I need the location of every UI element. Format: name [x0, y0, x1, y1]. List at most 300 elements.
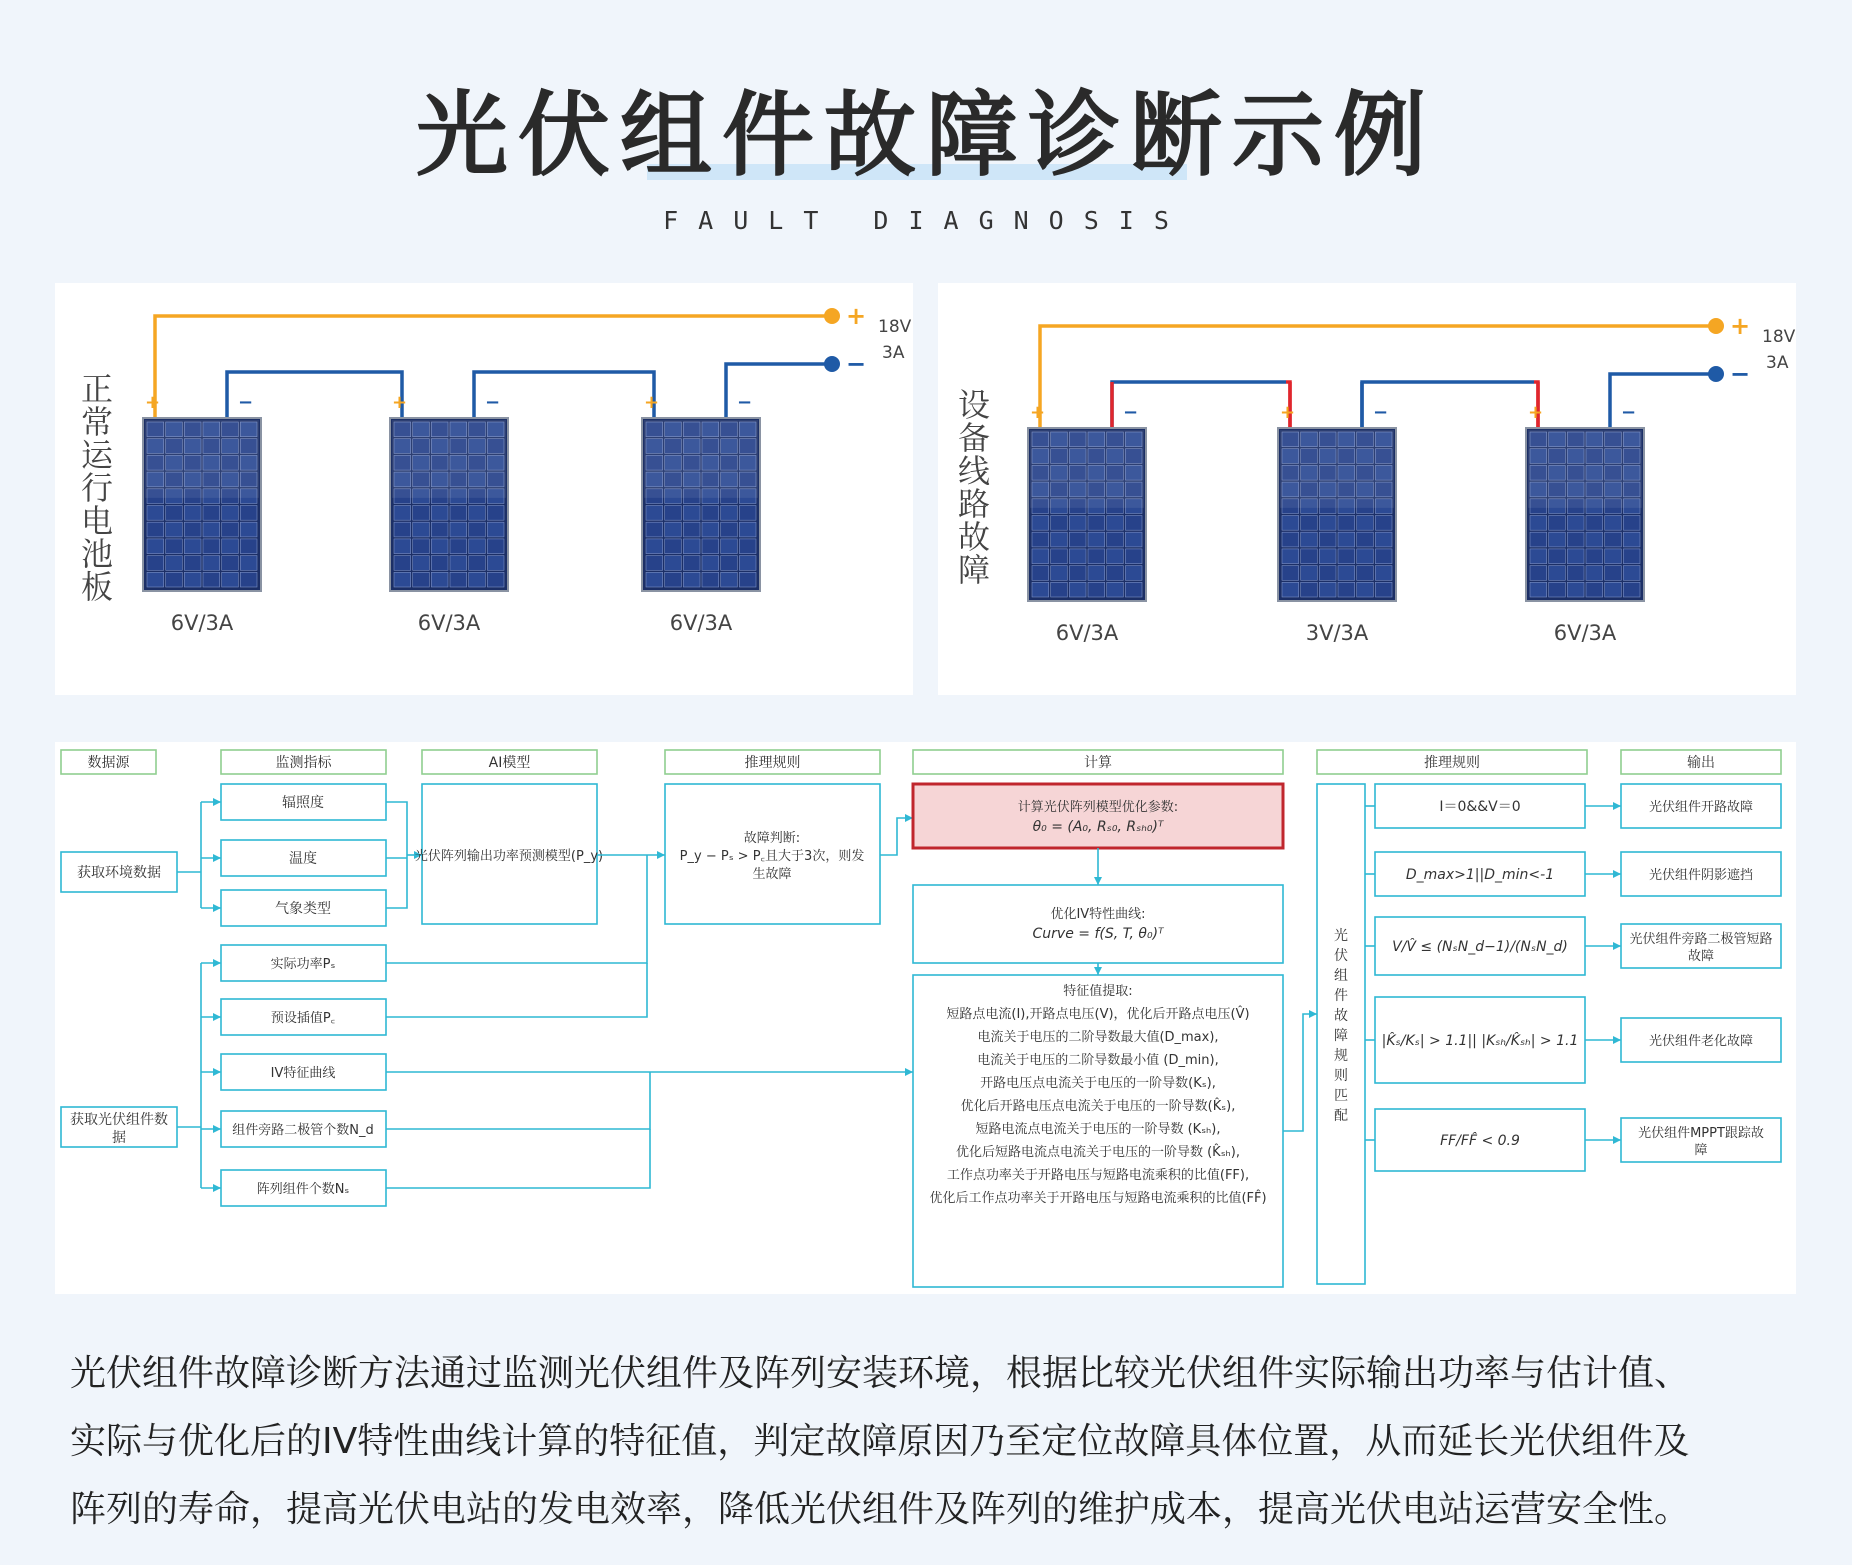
solar-cell: [1301, 532, 1318, 547]
solar-cell: [1623, 549, 1640, 564]
rule-match-char: 故: [1334, 1008, 1348, 1024]
feature-line: 优化后开路电压点电流关于电压的一阶导数(K̂ₛ),: [960, 1099, 1236, 1114]
solar-cell: [1530, 549, 1547, 564]
fault-panel-card: [938, 283, 1796, 695]
solar-cell: [1605, 582, 1622, 597]
flow-connector: [880, 818, 913, 855]
solar-panel: [1526, 428, 1644, 601]
flow-connector: [386, 802, 407, 908]
solar-cell: [1375, 566, 1392, 581]
normal-panel-diagram: [55, 283, 913, 695]
source-pv-label: 据: [112, 1130, 126, 1146]
solar-cell: [739, 522, 756, 537]
solar-cell: [240, 556, 257, 571]
positive-terminal: [824, 308, 840, 324]
condition-formula: V/V̂ ≤ (NₛN_d−1)/(NₛN_d): [1392, 939, 1568, 955]
positive-terminal: [1708, 318, 1724, 334]
solar-cell: [1319, 566, 1336, 581]
solar-cell: [1338, 566, 1355, 581]
solar-cell: [1051, 516, 1068, 531]
flow-connector: [386, 1129, 650, 1188]
output-label: 光伏组件阴影遮挡: [1648, 868, 1754, 883]
solar-cell: [431, 572, 448, 587]
solar-cell: [413, 522, 430, 537]
total-voltage: 18V: [1762, 327, 1796, 347]
solar-cell: [1088, 566, 1105, 581]
panel-plus-marker: +: [1030, 402, 1046, 423]
solar-cell: [1107, 516, 1124, 531]
solar-cell: [1375, 549, 1392, 564]
solar-cell: [1549, 516, 1566, 531]
solar-cell: [1530, 532, 1547, 547]
solar-cell: [702, 556, 719, 571]
feature-line: 短路点电流(I),开路点电压(V)，优化后开路点电压(V̂): [946, 1007, 1250, 1022]
column-header-label: AI模型: [488, 755, 531, 771]
column-header-label: 输出: [1687, 755, 1715, 771]
solar-cell: [665, 556, 682, 571]
solar-cell: [1338, 549, 1355, 564]
calc-curve-label: 优化IV特性曲线:: [1050, 907, 1146, 922]
solar-cell: [1586, 582, 1603, 597]
solar-cell: [166, 522, 183, 537]
panel-plus-marker: +: [1528, 402, 1544, 423]
solar-cell: [487, 572, 504, 587]
solar-cell: [413, 556, 430, 571]
solar-panel: [143, 418, 261, 591]
solar-cell: [431, 522, 448, 537]
solar-cell: [1319, 549, 1336, 564]
solar-cell: [450, 556, 467, 571]
column-header-label: 推理规则: [1424, 755, 1480, 771]
flow-arrow-head: [213, 1013, 221, 1021]
minus-sign: −: [1730, 360, 1751, 388]
flow-arrow-head: [213, 959, 221, 967]
solar-cell: [147, 556, 164, 571]
solar-cell: [1051, 532, 1068, 547]
solar-cell: [739, 539, 756, 554]
panel-minus-marker: −: [1621, 402, 1637, 423]
minus-sign: −: [846, 350, 867, 378]
env-metric-label: 温度: [289, 851, 317, 867]
solar-cell: [1069, 549, 1086, 564]
normal-panel-card: [55, 283, 913, 695]
solar-cell: [240, 539, 257, 554]
solar-cell: [222, 506, 239, 521]
solar-cell: [487, 506, 504, 521]
solar-cell: [1338, 516, 1355, 531]
solar-cell: [646, 506, 663, 521]
rule-match-char: 匹: [1334, 1088, 1348, 1104]
rule-match-char: 则: [1334, 1068, 1348, 1084]
solar-cell: [1586, 566, 1603, 581]
solar-cell: [1032, 549, 1049, 564]
solar-cell: [1623, 516, 1640, 531]
solar-cell: [203, 572, 220, 587]
solar-cell: [1605, 549, 1622, 564]
solar-cell: [702, 522, 719, 537]
pv-metric-label: 组件旁路二极管个数N_d: [232, 1123, 374, 1138]
solar-cell: [1069, 532, 1086, 547]
rule-match-char: 组: [1334, 968, 1348, 984]
solar-cell: [1586, 516, 1603, 531]
solar-cell: [683, 506, 700, 521]
solar-cell: [203, 539, 220, 554]
calc-optimize-formula: θ₀ = (A₀, Rₛ₀, Rₛₕ₀)ᵀ: [1032, 819, 1164, 835]
solar-cell: [1107, 566, 1124, 581]
description-line: 光伏组件故障诊断方法通过监测光伏组件及阵列安装环境，根据比较光伏组件实际输出功率与估计值、: [70, 1353, 1691, 1394]
solar-cell: [1605, 532, 1622, 547]
solar-cell: [222, 572, 239, 587]
solar-cell: [147, 506, 164, 521]
solar-cell: [1549, 549, 1566, 564]
description-line: 实际与优化后的IV特性曲线计算的特征值，判定故障原因乃至定位故障具体位置，从而延长光伏组件及: [70, 1421, 1690, 1462]
panel-plus-marker: +: [392, 392, 408, 413]
column-header-label: 计算: [1084, 755, 1112, 771]
solar-cell: [1032, 582, 1049, 597]
solar-cell: [394, 539, 411, 554]
solar-cell: [184, 539, 201, 554]
flow-arrow-head: [213, 854, 221, 862]
flow-connector: [386, 1072, 650, 1129]
solar-cell: [469, 506, 486, 521]
output-label: 光伏组件MPPT跟踪故: [1638, 1126, 1764, 1141]
calc-optimize-label: 计算光伏阵列模型优化参数:: [1017, 800, 1179, 815]
solar-cell: [1623, 566, 1640, 581]
panel-minus-marker: −: [485, 392, 501, 413]
rule-match-char: 配: [1334, 1108, 1348, 1124]
output-label: 光伏组件老化故障: [1648, 1034, 1754, 1049]
solar-cell: [1069, 582, 1086, 597]
solar-cell: [166, 556, 183, 571]
solar-cell: [222, 522, 239, 537]
solar-cell: [394, 522, 411, 537]
solar-cell: [1357, 516, 1374, 531]
solar-cell: [1357, 532, 1374, 547]
panel-rating: 6V/3A: [669, 611, 733, 635]
solar-cell: [487, 539, 504, 554]
solar-cell: [721, 506, 738, 521]
flow-connector: [386, 924, 647, 963]
pv-metric-label: 预设插值P꜀: [270, 1011, 336, 1026]
solar-cell: [739, 556, 756, 571]
solar-cell: [1530, 516, 1547, 531]
solar-cell: [240, 506, 257, 521]
flow-arrow-head: [1094, 967, 1102, 975]
solar-cell: [1051, 582, 1068, 597]
solar-cell: [683, 522, 700, 537]
solar-cell: [413, 572, 430, 587]
solar-cell: [1567, 582, 1584, 597]
model-label: 光伏阵列输出功率预测模型(P_y): [414, 849, 604, 864]
solar-cell: [1301, 566, 1318, 581]
solar-cell: [1107, 532, 1124, 547]
fault-panel-diagram: [938, 283, 1796, 695]
solar-cell: [665, 539, 682, 554]
solar-cell: [1301, 582, 1318, 597]
rule-match-char: 光: [1334, 928, 1348, 944]
solar-cell: [1125, 532, 1142, 547]
normal-panel-label: 正常运行电池板: [80, 370, 113, 606]
flow-connector: [1283, 1014, 1317, 1131]
panel-sheen: [145, 420, 259, 498]
solar-cell: [739, 506, 756, 521]
panel-minus-marker: −: [737, 392, 753, 413]
feature-line: 电流关于电压的二阶导数最小值 (D_min),: [977, 1053, 1219, 1068]
solar-panel: [390, 418, 508, 591]
rule-label: 生故障: [752, 867, 792, 882]
solar-cell: [1282, 582, 1299, 597]
solar-cell: [1282, 566, 1299, 581]
solar-cell: [222, 556, 239, 571]
solar-cell: [469, 522, 486, 537]
solar-cell: [394, 556, 411, 571]
solar-cell: [1319, 516, 1336, 531]
plus-sign: +: [846, 302, 867, 330]
panel-minus-marker: −: [1373, 402, 1389, 423]
solar-cell: [665, 506, 682, 521]
flow-arrow-head: [213, 1125, 221, 1133]
solar-cell: [413, 539, 430, 554]
solar-cell: [1375, 532, 1392, 547]
condition-formula: D_max>1||D_min<-1: [1405, 867, 1555, 883]
solar-cell: [646, 572, 663, 587]
panel-minus-marker: −: [238, 392, 254, 413]
solar-cell: [240, 572, 257, 587]
solar-cell: [1530, 582, 1547, 597]
solar-cell: [394, 506, 411, 521]
feature-line: 工作点功率关于开路电压与短路电流乘积的比值(FF),: [946, 1168, 1250, 1183]
solar-cell: [413, 506, 430, 521]
solar-cell: [1567, 549, 1584, 564]
solar-cell: [1301, 516, 1318, 531]
solar-cell: [450, 572, 467, 587]
solar-cell: [147, 522, 164, 537]
solar-cell: [147, 572, 164, 587]
plus-sign: +: [1730, 312, 1751, 340]
solar-cell: [166, 539, 183, 554]
output-label: 光伏组件开路故障: [1648, 800, 1754, 815]
flow-connector: [386, 963, 647, 1017]
flow-arrow-head: [213, 1184, 221, 1192]
solar-cell: [1282, 516, 1299, 531]
solar-cell: [1107, 549, 1124, 564]
solar-cell: [683, 539, 700, 554]
negative-terminal: [824, 356, 840, 372]
solar-cell: [487, 556, 504, 571]
solar-cell: [1051, 549, 1068, 564]
solar-cell: [1586, 549, 1603, 564]
solar-cell: [1357, 549, 1374, 564]
solar-cell: [184, 556, 201, 571]
solar-cell: [1623, 532, 1640, 547]
description-line: 阵列的寿命，提高光伏电站的发电效率，降低光伏组件及阵列的维护成本，提高光伏电站运营安全性。: [70, 1489, 1691, 1530]
negative-terminal: [1708, 366, 1724, 382]
solar-cell: [721, 556, 738, 571]
solar-panel: [642, 418, 760, 591]
solar-cell: [147, 539, 164, 554]
calc-curve-formula: Curve = f(S, T, θ₀)ᵀ: [1032, 926, 1164, 942]
panel-rating: 6V/3A: [1055, 621, 1119, 645]
page-title: 光伏组件故障诊断示例: [415, 82, 1436, 189]
solar-cell: [683, 572, 700, 587]
output-label: 障: [1694, 1143, 1708, 1158]
solar-cell: [665, 522, 682, 537]
solar-cell: [1301, 549, 1318, 564]
solar-cell: [1319, 532, 1336, 547]
fault-panel-label: 设备线路故障: [957, 386, 990, 589]
flow-arrow-head: [1613, 870, 1621, 878]
solar-cell: [1125, 516, 1142, 531]
solar-cell: [1357, 582, 1374, 597]
solar-cell: [431, 539, 448, 554]
solar-cell: [203, 522, 220, 537]
solar-cell: [1088, 582, 1105, 597]
solar-cell: [646, 539, 663, 554]
solar-cell: [1549, 532, 1566, 547]
column-header-label: 监测指标: [275, 755, 332, 771]
series-wire: [474, 372, 650, 418]
panel-minus-marker: −: [1123, 402, 1139, 423]
flow-arrow-head: [905, 1068, 913, 1076]
feature-line: 电流关于电压的二阶导数最大值(D_max),: [977, 1030, 1219, 1045]
solar-panel: [1278, 428, 1396, 601]
solar-cell: [184, 506, 201, 521]
flow-arrow-head: [213, 798, 221, 806]
solar-cell: [184, 572, 201, 587]
solar-cell: [1088, 516, 1105, 531]
solar-cell: [1605, 566, 1622, 581]
solar-cell: [739, 572, 756, 587]
solar-cell: [450, 506, 467, 521]
solar-cell: [1032, 566, 1049, 581]
solar-cell: [683, 556, 700, 571]
column-header-label: 推理规则: [744, 755, 801, 771]
panel-sheen: [1528, 430, 1642, 508]
solar-cell: [1069, 516, 1086, 531]
flow-arrow-head: [1094, 877, 1102, 885]
solar-cell: [450, 522, 467, 537]
solar-cell: [1319, 582, 1336, 597]
solar-cell: [1605, 516, 1622, 531]
solar-cell: [222, 539, 239, 554]
solar-cell: [702, 506, 719, 521]
solar-cell: [1107, 582, 1124, 597]
solar-cell: [721, 572, 738, 587]
solar-panel: [1028, 428, 1146, 601]
solar-cell: [1567, 566, 1584, 581]
pv-metric-label: 实际功率Pₛ: [270, 957, 336, 972]
feature-line: 特征值提取:: [1063, 984, 1133, 999]
solar-cell: [1051, 566, 1068, 581]
condition-formula: I＝0&&V＝0: [1439, 799, 1521, 815]
solar-cell: [1125, 582, 1142, 597]
output-label: 故障: [1687, 949, 1715, 964]
flowchart-card: [55, 742, 1796, 1294]
solar-cell: [1623, 582, 1640, 597]
solar-cell: [702, 572, 719, 587]
panel-plus-marker: +: [1280, 402, 1296, 423]
condition-formula: |K̂ₛ/Kₛ| > 1.1|| |Kₛₕ/K̂ₛₕ| > 1.1: [1381, 1033, 1579, 1049]
feature-line: 短路电流点电流关于电压的一阶导数 (Kₛₕ),: [975, 1122, 1221, 1137]
rule-label: P_y − Pₛ > P꜀且大于3次，则发: [679, 849, 865, 864]
panel-rating: 6V/3A: [1553, 621, 1617, 645]
solar-cell: [394, 572, 411, 587]
solar-cell: [1338, 532, 1355, 547]
rule-label: 故障判断:: [743, 831, 801, 846]
flow-arrow-head: [1613, 802, 1621, 810]
source-env-label: 获取环境数据: [77, 865, 161, 881]
solar-cell: [1069, 566, 1086, 581]
condition-formula: FF/FF̂ < 0.9: [1440, 1133, 1520, 1149]
panel-sheen: [392, 420, 506, 498]
solar-cell: [431, 506, 448, 521]
total-current: 3A: [1766, 353, 1789, 373]
series-wire: [1112, 382, 1286, 428]
solar-cell: [469, 572, 486, 587]
solar-cell: [1567, 516, 1584, 531]
solar-cell: [1375, 582, 1392, 597]
rule-match-char: 伏: [1334, 948, 1348, 964]
solar-cell: [1338, 582, 1355, 597]
calc-curve-box: [913, 885, 1283, 963]
solar-cell: [1549, 582, 1566, 597]
panel-sheen: [1280, 430, 1394, 508]
solar-cell: [1282, 532, 1299, 547]
solar-cell: [1282, 549, 1299, 564]
env-metric-label: 气象类型: [275, 901, 331, 917]
panel-sheen: [644, 420, 758, 498]
flow-arrow-head: [213, 904, 221, 912]
solar-cell: [646, 522, 663, 537]
solar-cell: [184, 522, 201, 537]
rule-match-char: 规: [1334, 1048, 1348, 1064]
solar-cell: [166, 506, 183, 521]
pv-metric-label: 阵列组件个数Nₛ: [256, 1182, 350, 1197]
flow-arrow-head: [1309, 1010, 1317, 1018]
panel-rating: 3V/3A: [1305, 621, 1369, 645]
solar-cell: [203, 556, 220, 571]
column-header-label: 数据源: [87, 755, 130, 771]
solar-cell: [469, 539, 486, 554]
solar-cell: [1567, 532, 1584, 547]
flow-arrow-head: [1613, 1036, 1621, 1044]
total-current: 3A: [882, 343, 905, 363]
flow-arrow-head: [1613, 942, 1621, 950]
solar-cell: [1357, 566, 1374, 581]
solar-cell: [721, 539, 738, 554]
solar-cell: [1088, 532, 1105, 547]
solar-cell: [431, 556, 448, 571]
description: [70, 1340, 1800, 1544]
env-metric-label: 辐照度: [282, 795, 324, 811]
solar-cell: [721, 522, 738, 537]
flow-arrow-head: [1613, 1136, 1621, 1144]
solar-cell: [166, 572, 183, 587]
pv-metric-label: IV特征曲线: [270, 1066, 336, 1081]
solar-cell: [240, 522, 257, 537]
solar-cell: [1125, 549, 1142, 564]
solar-cell: [702, 539, 719, 554]
output-label: 光伏组件旁路二极管短路: [1629, 932, 1773, 947]
solar-cell: [469, 556, 486, 571]
panel-rating: 6V/3A: [170, 611, 234, 635]
panel-plus-marker: +: [145, 392, 161, 413]
flow-arrow-head: [213, 1068, 221, 1076]
solar-cell: [1125, 566, 1142, 581]
solar-cell: [646, 556, 663, 571]
page-subtitle: FAULT DIAGNOSIS: [663, 206, 1189, 235]
solar-cell: [1375, 516, 1392, 531]
